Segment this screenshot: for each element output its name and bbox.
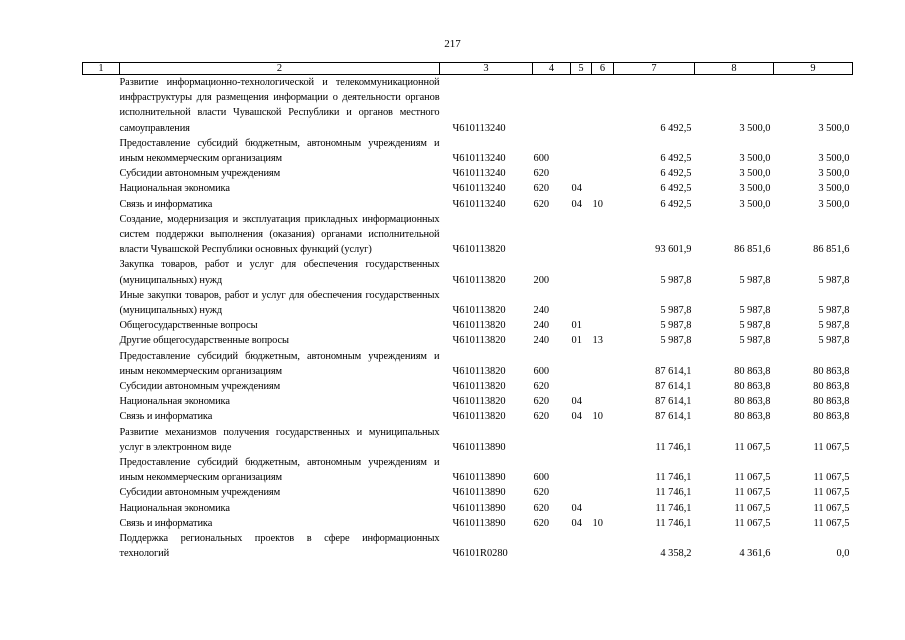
row-code: Ч610113890: [452, 472, 506, 484]
table-row: [83, 394, 853, 409]
row-code: Ч610113820: [452, 365, 506, 377]
row-number-cell: [83, 485, 120, 500]
row-value-col7: 93 601,9: [655, 244, 692, 256]
row-section: [571, 257, 592, 287]
row-expense-type: 620: [533, 168, 550, 180]
row-expense-type: 240: [533, 305, 550, 317]
row-value-col7: 11 746,1: [655, 487, 692, 499]
row-name: Другие общегосударственные вопросы: [119, 335, 289, 347]
row-value-col9: 3 500,0: [818, 153, 850, 165]
row-value-col8: 11 067,5: [734, 502, 771, 514]
row-section: 04: [571, 396, 582, 408]
row-section: [571, 485, 592, 500]
header-col-4: 4: [533, 63, 571, 75]
row-subsection: [592, 257, 614, 287]
row-value-col7: 4 358,2: [660, 548, 692, 560]
row-expense-type: 200: [533, 274, 550, 286]
row-expense-type: 620: [533, 411, 550, 423]
row-name: Создание, модернизация и эксплуатация прикладных информационных систем поддержки выполнения (оказания) органами исполнительной власти Чувашской Республики основных функций (услуг): [119, 213, 440, 256]
row-number-cell: [83, 136, 120, 166]
table-row: [83, 409, 853, 424]
row-subsection: [592, 425, 614, 455]
row-value-col7: 11 746,1: [655, 472, 692, 484]
header-col-1: 1: [83, 63, 120, 75]
row-section: 01: [571, 335, 582, 347]
row-value-col9: 5 987,8: [818, 335, 850, 347]
row-number-cell: [83, 288, 120, 318]
row-value-col8: 3 500,0: [739, 122, 771, 134]
row-value-col9: 3 500,0: [818, 122, 850, 134]
row-value-col7: 11 746,1: [655, 441, 692, 453]
row-section: 04: [571, 517, 582, 529]
row-number-cell: [83, 212, 120, 258]
row-section: [571, 379, 592, 394]
row-section: [571, 531, 592, 561]
table-row: [83, 379, 853, 394]
row-number-cell: [83, 166, 120, 181]
budget-table: [82, 62, 853, 562]
row-subsection: 10: [592, 517, 603, 529]
page-number: 217: [444, 38, 461, 50]
row-name: Связь и информатика: [119, 198, 213, 210]
row-value-col9: 0,0: [836, 548, 850, 560]
row-section: [571, 212, 592, 258]
row-value-col7: 5 987,8: [660, 335, 692, 347]
row-subsection: 13: [592, 335, 603, 347]
table-row: [83, 197, 853, 212]
row-section: [571, 455, 592, 485]
row-value-col8: 11 067,5: [734, 487, 771, 499]
row-name: Предоставление субсидий бюджетным, автономным учреждениям и иным некоммерческим организациям: [119, 457, 440, 484]
row-number-cell: [83, 455, 120, 485]
row-code: Ч610113820: [452, 411, 506, 423]
row-value-col8: 5 987,8: [739, 335, 771, 347]
row-number-cell: [83, 333, 120, 348]
row-code: Ч610113820: [452, 305, 506, 317]
row-value-col7: 87 614,1: [655, 396, 692, 408]
table-row: [83, 212, 853, 258]
table-row: [83, 318, 853, 333]
row-expense-type: 600: [533, 365, 550, 377]
row-name: Развитие механизмов получения государственных и муниципальных услуг в электронном виде: [119, 426, 440, 453]
row-name: Предоставление субсидий бюджетным, автономным учреждениям и иным некоммерческим организациям: [119, 137, 440, 165]
row-value-col9: 86 851,6: [813, 244, 850, 256]
row-value-col9: 11 067,5: [813, 502, 850, 514]
table-row: [83, 181, 853, 196]
table-row: [83, 75, 853, 136]
row-section: [571, 75, 592, 136]
table-row: [83, 485, 853, 500]
row-expense-type: 620: [533, 487, 550, 499]
row-expense-type: 240: [533, 320, 550, 332]
row-expense-type: 600: [533, 153, 550, 165]
row-subsection: [592, 394, 614, 409]
row-value-col8: 3 500,0: [739, 168, 771, 180]
row-expense-type: 240: [533, 335, 550, 347]
row-name: Национальная экономика: [119, 183, 230, 195]
row-code: Ч610113820: [452, 396, 506, 408]
row-name: Поддержка региональных проектов в сфере информационных технологий: [119, 533, 440, 560]
row-value-col8: 86 851,6: [734, 244, 771, 256]
row-value-col7: 87 614,1: [655, 381, 692, 393]
row-value-col9: 3 500,0: [818, 198, 850, 210]
row-subsection: [592, 379, 614, 394]
row-name: Связь и информатика: [119, 411, 213, 423]
header-col-9: 9: [774, 63, 853, 75]
row-number-cell: [83, 257, 120, 287]
row-subsection: [592, 136, 614, 166]
row-expense-type: 620: [533, 381, 550, 393]
row-value-col7: 6 492,5: [660, 183, 692, 195]
row-value-col9: 80 863,8: [813, 411, 850, 423]
row-value-col8: 80 863,8: [734, 381, 771, 393]
row-value-col7: 87 614,1: [655, 365, 692, 377]
row-value-col7: 6 492,5: [660, 122, 692, 134]
row-subsection: [592, 288, 614, 318]
row-number-cell: [83, 349, 120, 379]
row-expense-type: 620: [533, 396, 550, 408]
row-value-col7: 5 987,8: [660, 320, 692, 332]
row-number-cell: [83, 379, 120, 394]
row-expense-type: [533, 212, 571, 258]
row-code: Ч610113890: [452, 502, 506, 514]
row-value-col7: 5 987,8: [660, 274, 692, 286]
row-value-col9: 5 987,8: [818, 305, 850, 317]
row-section: 04: [571, 411, 582, 423]
row-expense-type: 600: [533, 472, 550, 484]
row-subsection: 10: [592, 411, 603, 423]
header-row: [83, 63, 853, 75]
row-name: Связь и информатика: [119, 517, 213, 529]
row-section: 04: [571, 502, 582, 514]
row-code: Ч610113820: [452, 335, 506, 347]
row-code: Ч610113820: [452, 244, 506, 256]
table-row: [83, 166, 853, 181]
row-section: [571, 425, 592, 455]
row-name: Субсидии автономным учреждениям: [119, 381, 281, 393]
row-name: Субсидии автономным учреждениям: [119, 487, 281, 499]
row-value-col8: 11 067,5: [734, 472, 771, 484]
row-number-cell: [83, 531, 120, 561]
row-value-col8: 4 361,6: [739, 548, 771, 560]
row-value-col8: 5 987,8: [739, 305, 771, 317]
row-value-col9: 3 500,0: [818, 183, 850, 195]
row-expense-type: [533, 531, 571, 561]
row-subsection: [592, 166, 614, 181]
table-row: [83, 501, 853, 516]
row-value-col8: 3 500,0: [739, 183, 771, 195]
row-name: Общегосударственные вопросы: [119, 320, 258, 332]
table-row: [83, 516, 853, 531]
row-subsection: [592, 75, 614, 136]
row-code: Ч610113240: [452, 122, 506, 134]
row-name: Иные закупки товаров, работ и услуг для обеспечения государственных (муниципальных) нужд: [119, 289, 440, 317]
row-number-cell: [83, 425, 120, 455]
row-section: [571, 166, 592, 181]
table-row: [83, 349, 853, 379]
row-expense-type: [533, 75, 571, 136]
row-name: Развитие информационно-технологической и телекоммуникационной инфраструктуры для размещения информации о деятельности органов исполнительной власти Чувашской Республики и органов местного самоуправления: [119, 77, 440, 134]
row-subsection: [592, 485, 614, 500]
row-section: 04: [571, 183, 582, 195]
row-value-col7: 6 492,5: [660, 198, 692, 210]
row-value-col7: 11 746,1: [655, 502, 692, 514]
row-subsection: [592, 531, 614, 561]
row-value-col8: 11 067,5: [734, 517, 771, 529]
row-expense-type: 620: [533, 502, 550, 514]
row-value-col8: 3 500,0: [739, 153, 771, 165]
row-value-col9: 11 067,5: [813, 441, 850, 453]
row-value-col7: 87 614,1: [655, 411, 692, 423]
row-subsection: [592, 349, 614, 379]
row-section: 01: [571, 320, 582, 332]
header-col-3: 3: [440, 63, 533, 75]
row-number-cell: [83, 75, 120, 136]
row-value-col8: 11 067,5: [734, 441, 771, 453]
row-code: Ч610113820: [452, 274, 506, 286]
row-value-col8: 80 863,8: [734, 411, 771, 423]
row-name: Национальная экономика: [119, 502, 230, 514]
row-value-col9: 5 987,8: [818, 320, 850, 332]
row-name: Субсидии автономным учреждениям: [119, 168, 281, 180]
table-row: [83, 333, 853, 348]
row-number-cell: [83, 501, 120, 516]
row-expense-type: [533, 425, 571, 455]
row-code: Ч610113890: [452, 517, 506, 529]
row-number-cell: [83, 181, 120, 196]
row-subsection: [592, 212, 614, 258]
row-code: Ч610113820: [452, 320, 506, 332]
row-value-col7: 5 987,8: [660, 305, 692, 317]
row-value-col9: 11 067,5: [813, 487, 850, 499]
row-subsection: [592, 181, 614, 196]
row-code: Ч610113240: [452, 198, 506, 210]
header-col-6: 6: [592, 63, 614, 75]
table-row: [83, 257, 853, 287]
row-value-col8: 3 500,0: [739, 198, 771, 210]
row-number-cell: [83, 409, 120, 424]
header-col-8: 8: [695, 63, 774, 75]
row-name: Закупка товаров, работ и услуг для обеспечения государственных (муниципальных) нужд: [119, 259, 440, 286]
row-name: Предоставление субсидий бюджетным, автономным учреждениям и иным некоммерческим организациям: [119, 350, 440, 377]
row-code: Ч610113240: [452, 183, 506, 195]
row-value-col8: 5 987,8: [739, 274, 771, 286]
row-value-col9: 11 067,5: [813, 517, 850, 529]
table-row: [83, 531, 853, 561]
row-section: 04: [571, 198, 582, 210]
row-value-col9: 5 987,8: [818, 274, 850, 286]
row-expense-type: 620: [533, 517, 550, 529]
row-section: [571, 288, 592, 318]
row-code: Ч610113890: [452, 441, 506, 453]
row-subsection: [592, 318, 614, 333]
row-value-col9: 3 500,0: [818, 168, 850, 180]
row-code: Ч610113890: [452, 487, 506, 499]
row-number-cell: [83, 394, 120, 409]
header-col-5: 5: [571, 63, 592, 75]
row-value-col7: 6 492,5: [660, 153, 692, 165]
row-value-col9: 80 863,8: [813, 365, 850, 377]
table-row: [83, 288, 853, 318]
row-subsection: [592, 455, 614, 485]
table-row: [83, 455, 853, 485]
row-value-col8: 80 863,8: [734, 396, 771, 408]
row-code: Ч6101R0280: [452, 548, 508, 560]
row-code: Ч610113820: [452, 381, 506, 393]
row-value-col8: 80 863,8: [734, 365, 771, 377]
table-row: [83, 425, 853, 455]
row-value-col9: 11 067,5: [813, 472, 850, 484]
row-expense-type: 620: [533, 198, 550, 210]
row-value-col9: 80 863,8: [813, 381, 850, 393]
row-code: Ч610113240: [452, 153, 506, 165]
row-value-col7: 11 746,1: [655, 517, 692, 529]
row-expense-type: 620: [533, 183, 550, 195]
row-value-col7: 6 492,5: [660, 168, 692, 180]
row-number-cell: [83, 516, 120, 531]
row-value-col9: 80 863,8: [813, 396, 850, 408]
row-code: Ч610113240: [452, 168, 506, 180]
table-row: [83, 136, 853, 166]
row-section: [571, 136, 592, 166]
header-col-2: 2: [120, 63, 440, 75]
row-subsection: 10: [592, 198, 603, 210]
row-name: Национальная экономика: [119, 396, 230, 408]
row-value-col8: 5 987,8: [739, 320, 771, 332]
row-number-cell: [83, 197, 120, 212]
row-number-cell: [83, 318, 120, 333]
row-subsection: [592, 501, 614, 516]
row-section: [571, 349, 592, 379]
header-col-7: 7: [614, 63, 695, 75]
